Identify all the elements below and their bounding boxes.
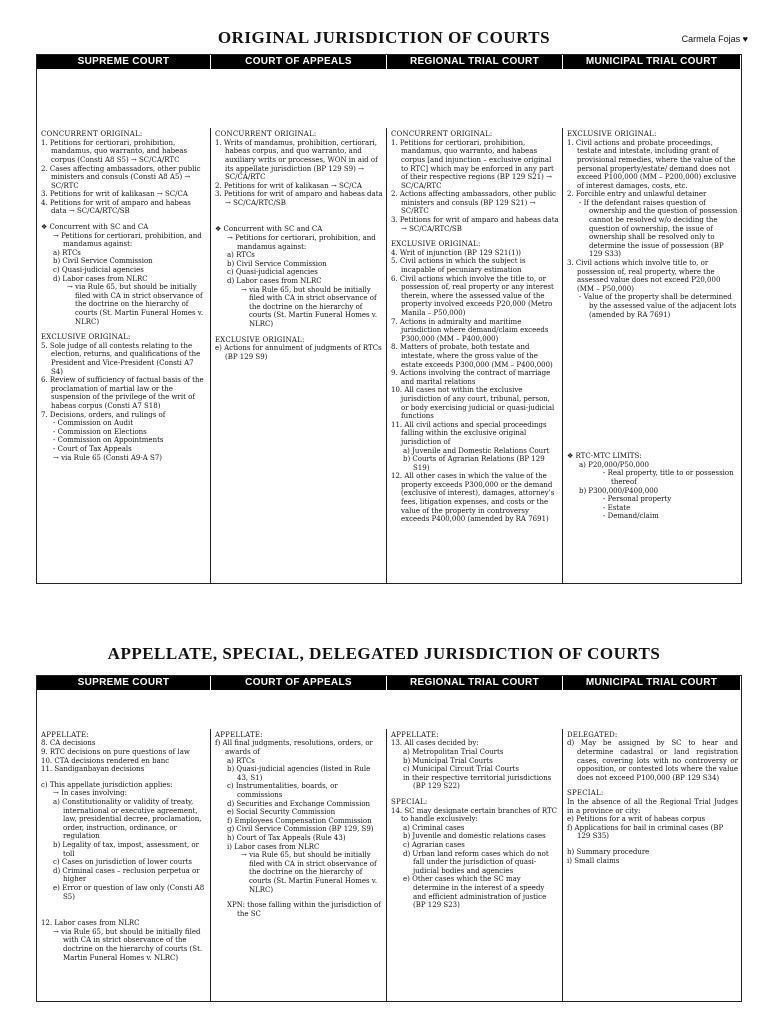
list-item: - Demand/claim: [603, 512, 659, 521]
header-regional-trial-court: REGIONAL TRIAL COURT: [387, 55, 563, 69]
list-item: c) Agrarian cases: [403, 841, 465, 849]
column-municipal-trial-court: [563, 729, 741, 1001]
list-item: ❖ Concurrent with SC and CA: [41, 223, 149, 232]
spacer: [567, 373, 738, 391]
list-item: 6. Civil actions which involve the title to, or possession of, real property or any interest therein, where the assessed value of the property involved exceeds P20,000 (Metro Manila – P50,000): [391, 274, 554, 318]
list-item: 2. Actions affecting ambassadors, other public ministers and consuls (BP 129 S21) → SC/RTC: [391, 190, 556, 216]
spacer: [567, 337, 738, 355]
list-item: 5. Civil actions in which the subject is incapable of pecuniary estimation: [391, 257, 526, 275]
list-item: a) RTCs: [227, 251, 255, 260]
list-item: - Commission on Appointments: [53, 436, 164, 445]
list-item: a) Constitutionality or validity of treaty, international or executive agreement, law, presidential decree, proclamation, order, instruction, ordinance, or regulation: [53, 798, 202, 841]
list-item: e) Error or question of law only (Consti A8 S5): [53, 883, 205, 901]
list-item: e) Actions for annulment of judgments of RTCs (BP 129 S9): [215, 344, 382, 361]
list-item: i) Labor cases from NLRC: [227, 842, 320, 851]
list-item: 4. Petitions for writ of amparo and habeas data → SC/CA/RTC/SB: [41, 198, 191, 216]
section-heading: EXCLUSIVE ORIGINAL:: [41, 333, 131, 342]
list-item: → via Rule 65, but should be initially filed with CA in strict observance of the doctrine on the hierarchy of courts (St. Martin Funeral Homes v. NLRC): [241, 851, 378, 894]
list-item: → via Rule 65 (Consti A9-A S7): [53, 453, 163, 462]
list-item: XPN: those falling within the jurisdiction of the SC: [227, 901, 381, 918]
spacer: [215, 894, 383, 901]
list-item: 8. CA decisions: [41, 739, 96, 748]
section-heading: CONCURRENT ORIGINAL:: [41, 130, 143, 139]
header-regional-trial-court: REGIONAL TRIAL COURT: [387, 676, 563, 690]
list-item: → Petitions for certiorari, prohibition, and mandamus against:: [227, 234, 376, 251]
spacer: [567, 782, 738, 789]
section-heading: SPECIAL:: [567, 789, 604, 798]
list-item: 11. Sandiganbayan decisions: [41, 765, 145, 774]
list-item: 11. All civil actions and special proceedings falling within the exclusive original jurisdiction of: [391, 420, 547, 446]
list-item: c) Quasi-judicial agencies: [227, 268, 318, 277]
section-heading: EXCLUSIVE ORIGINAL:: [567, 130, 657, 139]
list-item: b) P300,000/P400,000: [579, 486, 659, 495]
section-heading: APPELLATE:: [391, 730, 439, 739]
list-item: - Value of the property shall be determined by the assessed value of the adjacent lots (amended by RA 7691): [579, 293, 737, 319]
list-item: in their respective territorial jurisdictions (BP 129 S22): [403, 773, 552, 791]
list-item: → Petitions for certiorari, prohibition, and mandamus against:: [53, 231, 202, 249]
list-item: ❖ RTC-MTC LIMITS:: [567, 452, 642, 461]
list-item: b) Municipal Trial Courts: [403, 756, 493, 765]
section-heading: EXCLUSIVE ORIGINAL:: [215, 335, 305, 344]
list-item: f) All final judgments, resolutions, orders, or awards of: [215, 739, 373, 757]
list-item: i) Small claims: [567, 856, 620, 865]
spacer: [567, 391, 738, 409]
header-court-of-appeals: COURT OF APPEALS: [211, 55, 387, 69]
column-court-of-appeals: [211, 729, 387, 1001]
list-item: d) Urban land reform cases which do not fall under the jurisdiction of quasi-judicial bodies and agencies: [403, 849, 549, 875]
spacer: [567, 355, 738, 373]
list-item: b) Quasi-judicial agencies (listed in Rule 43, S1): [227, 765, 371, 782]
list-item: 2. Cases affecting ambassadors, other public ministers and consuls (Consti A8 A5) → SC/RTC: [41, 164, 201, 190]
list-item: - Commission on Elections: [53, 427, 147, 436]
column-supreme-court: [37, 729, 211, 1001]
column-regional-trial-court: [387, 128, 563, 583]
list-item: 13. All cases decided by:: [391, 739, 479, 748]
spacer: [41, 774, 207, 781]
list-item: 4. Writ of injunction (BP 129 S21(1)): [391, 248, 522, 257]
list-item: e) Other cases which the SC may determine in the interest of a speedy and efficient administration of justice (BP 129 S23): [403, 875, 547, 910]
list-item: e) Social Security Commission: [227, 808, 336, 817]
list-item: 1. Petitions for certiorari, prohibition, mandamus, quo warranto, and habeas corpus [and injunction – exclusive original to RTC] which may be enforced in any part of their respective regions (BP 129 S21) → SC/CA/RTC: [391, 138, 554, 190]
spacer: [391, 233, 559, 240]
list-item: 2. Forcible entry and unlawful detainer: [567, 190, 707, 199]
list-item: d) Labor cases from NLRC: [53, 274, 148, 283]
section-heading: CONCURRENT ORIGINAL:: [215, 130, 317, 139]
spacer: [215, 207, 383, 225]
list-item: 10. All cases not within the exclusive jurisdiction of any court, tribunal, person, or body exercising judicial or quasi-judicial functions: [391, 386, 555, 421]
list-item: b) Legality of tax, impost, assessment, or toll: [53, 841, 199, 858]
header-court-of-appeals: COURT OF APPEALS: [211, 676, 387, 690]
appellate-jurisdiction-table: [36, 675, 742, 1002]
list-item: → In cases involving:: [53, 789, 127, 798]
list-item: f) Employees Compensation Commission: [227, 816, 372, 825]
list-item: b) Courts of Agrarian Relations (BP 129 S19): [403, 455, 545, 472]
column-regional-trial-court: [387, 729, 563, 1001]
list-item: 9. RTC decisions on pure questions of law: [41, 748, 190, 757]
list-item: → via Rule 65, but should be initially filed with CA in strict observance of the doctrine on the hierarchy of courts (St. Martin Funeral Homes v. NLRC): [53, 927, 203, 962]
list-item: → via Rule 65, but should be initially filed with CA in strict observance of the doctrine on the hierarchy of courts (St. Martin Funeral Homes v. NLRC): [67, 283, 204, 326]
column-court-of-appeals: [211, 128, 387, 583]
list-item: - Court of Tax Appeals: [53, 444, 132, 453]
author-label: Carmela Fojas ♥: [681, 34, 748, 44]
list-item: d) Criminal cases – reclusion perpetua or higher: [53, 866, 200, 884]
spacer: [567, 841, 738, 848]
list-item: 3. Civil actions which involve title to, or possession of, real property, where the assessed value does not exceed P20,000 (MM – P50,000): [567, 259, 721, 293]
list-item: b) Civil Service Commission: [227, 259, 327, 268]
column-supreme-court: [37, 128, 211, 583]
list-item: b) Civil Service Commission: [53, 257, 153, 266]
list-item: 3. Petitions for writ of kalikasan → SC/CA: [41, 190, 188, 199]
list-item: 9. Actions involving the contract of marriage and marital relations: [391, 369, 551, 386]
column-municipal-trial-court: [563, 128, 741, 583]
list-item: a) RTCs: [53, 248, 81, 257]
page-title-appellate: APPELLATE, SPECIAL, DELEGATED JURISDICTION OF COURTS: [107, 644, 661, 663]
section-heading: CONCURRENT ORIGINAL:: [391, 130, 493, 139]
list-item: ❖ Concurrent with SC and CA: [215, 225, 323, 234]
list-item: c) This appellate jurisdiction applies:: [41, 780, 173, 789]
list-item: 7. Decisions, orders, and rulings of: [41, 410, 166, 419]
list-item: - Commission on Audit: [53, 419, 134, 428]
list-item: 10. CTA decisions rendered en banc: [41, 756, 170, 765]
list-item: 3. Petitions for writ of amparo and habeas data → SC/CA/RTC/SB: [391, 216, 559, 233]
list-item: d) May be assigned by SC to hear and determine cadastral or land registration cases, covering lots with no controversy or opposition, or contested lots where the value does not exceed P100,000 (BP 129 S34): [567, 739, 738, 782]
list-item: 3. Petitions for writ of amparo and habeas data → SC/CA/RTC/SB: [215, 190, 383, 207]
section-heading: EXCLUSIVE ORIGINAL:: [391, 240, 481, 249]
list-item: 5. Sole judge of all contests relating to the election, returns, and qualifications of the President and Vice-President (Consti A7 S4): [41, 341, 201, 376]
section-heading: DELEGATED:: [567, 730, 618, 739]
list-item: b) Juvenile and domestic relations cases: [403, 832, 546, 841]
list-item: 12. Labor cases from NLRC: [41, 919, 140, 928]
list-item: g) Civil Service Commission (BP 129, S9): [227, 825, 374, 834]
list-item: 2. Petitions for writ of kalikasan → SC/CA: [215, 181, 362, 190]
list-item: d) Labor cases from NLRC: [227, 277, 322, 286]
header-municipal-trial-court: MUNICIPAL TRIAL COURT: [563, 676, 741, 690]
list-item: c) Quasi-judicial agencies: [53, 266, 144, 275]
spacer: [41, 901, 207, 919]
list-item: - Personal property: [603, 495, 672, 504]
list-item: a) Metropolitan Trial Courts: [403, 748, 504, 757]
list-item: 14. SC may designate certain branches of RTC to handle exclusively:: [391, 806, 557, 824]
header-supreme-court: SUPREME COURT: [37, 55, 211, 69]
list-item: 1. Civil actions and probate proceedings, testate and intestate, including grant of provisional remedies, where the value of the personal property/estate/ demand does not exceed P100,000 (MM – P200,000) exclusive of interest damages, costs, etc.: [567, 138, 737, 190]
list-item: f) Applications for bail in criminal cases (BP 129 S35): [567, 823, 724, 841]
original-jurisdiction-table: [36, 54, 742, 584]
list-item: - Real property, title to or possession thereof: [603, 469, 734, 486]
spacer: [567, 445, 738, 452]
spacer: [567, 409, 738, 427]
spacer: [567, 319, 738, 337]
list-item: In the absence of all the Regional Trial Judges in a province or city:: [567, 798, 738, 815]
list-item: h) Summary procedure: [567, 848, 650, 856]
list-item: 8. Matters of probate, both testate and intestate, where the gross value of the estate exceeds P300,000 (MM – P400,000): [391, 343, 553, 369]
list-item: c) Cases on jurisdiction of lower courts: [53, 858, 192, 867]
list-item: d) Securities and Exchange Commission: [227, 799, 371, 808]
list-item: 6. Review of sufficiency of factual basis of the proclamation of martial law or the suspension of the privilege of the writ of habeas corpus (Consti A7 S18): [41, 376, 204, 410]
header-supreme-court: SUPREME COURT: [37, 676, 211, 690]
section-heading: SPECIAL:: [391, 798, 428, 807]
list-item: c) Instrumentalities, boards, or commissions: [227, 782, 338, 800]
list-item: h) Court of Tax Appeals (Rule 43): [227, 834, 346, 842]
list-item: a) RTCs: [227, 756, 255, 765]
spacer: [391, 791, 559, 798]
list-item: 1. Writs of mandamus, prohibition, certiorari, habeas corpus, and quo warranto, and auxiliary writs or processes, WON in aid of its appellate jurisdiction (BP 129 S9) → SC/CA/RTC: [215, 138, 378, 182]
section-heading: APPELLATE:: [215, 730, 263, 739]
list-item: e) Petitions for a writ of habeas corpus: [567, 815, 706, 824]
list-item: → via Rule 65, but should be initially filed with CA in strict observance of the doctrine on the hierarchy of courts (St. Martin Funeral Homes v. NLRC): [241, 285, 378, 329]
spacer: [215, 329, 383, 336]
list-item: 12. All other cases in which the value of the property exceeds P300,000 or the demand (exclusive of interest), damages, attorney’s fees, litigation expenses, and costs or the value of the property in controversy exceeds P400,000 (amended by RA 7691): [391, 472, 555, 524]
list-item: - Estate: [603, 503, 631, 512]
list-item: a) Juvenile and Domestic Relations Court: [403, 446, 550, 455]
list-item: a) Criminal cases: [403, 823, 465, 832]
list-item: - If the defendant raises question of ownership and the question of possession cannot be resolved w/o deciding the question of ownership, the issue of ownership shall be resolved only to determine the issue of possession (BP 129 S33): [579, 198, 738, 259]
section-heading: APPELLATE:: [41, 730, 89, 739]
spacer: [41, 216, 207, 223]
page-title-original: ORIGINAL JURISDICTION OF COURTS: [217, 28, 551, 47]
list-item: 7. Actions in admiralty and maritime jurisdiction where demand/claim exceeds P300,000 (MM – P400,000): [391, 317, 549, 343]
header-municipal-trial-court: MUNICIPAL TRIAL COURT: [563, 55, 741, 69]
list-item: c) Municipal Circuit Trial Courts: [403, 765, 519, 774]
spacer: [567, 427, 738, 445]
list-item: 1. Petitions for certiorari, prohibition, mandamus, quo warranto, and habeas corpus (Consti A8 S5) → SC/CA/RTC: [41, 138, 188, 164]
spacer: [41, 326, 207, 333]
list-item: a) P20,000/P50,000: [579, 460, 649, 469]
